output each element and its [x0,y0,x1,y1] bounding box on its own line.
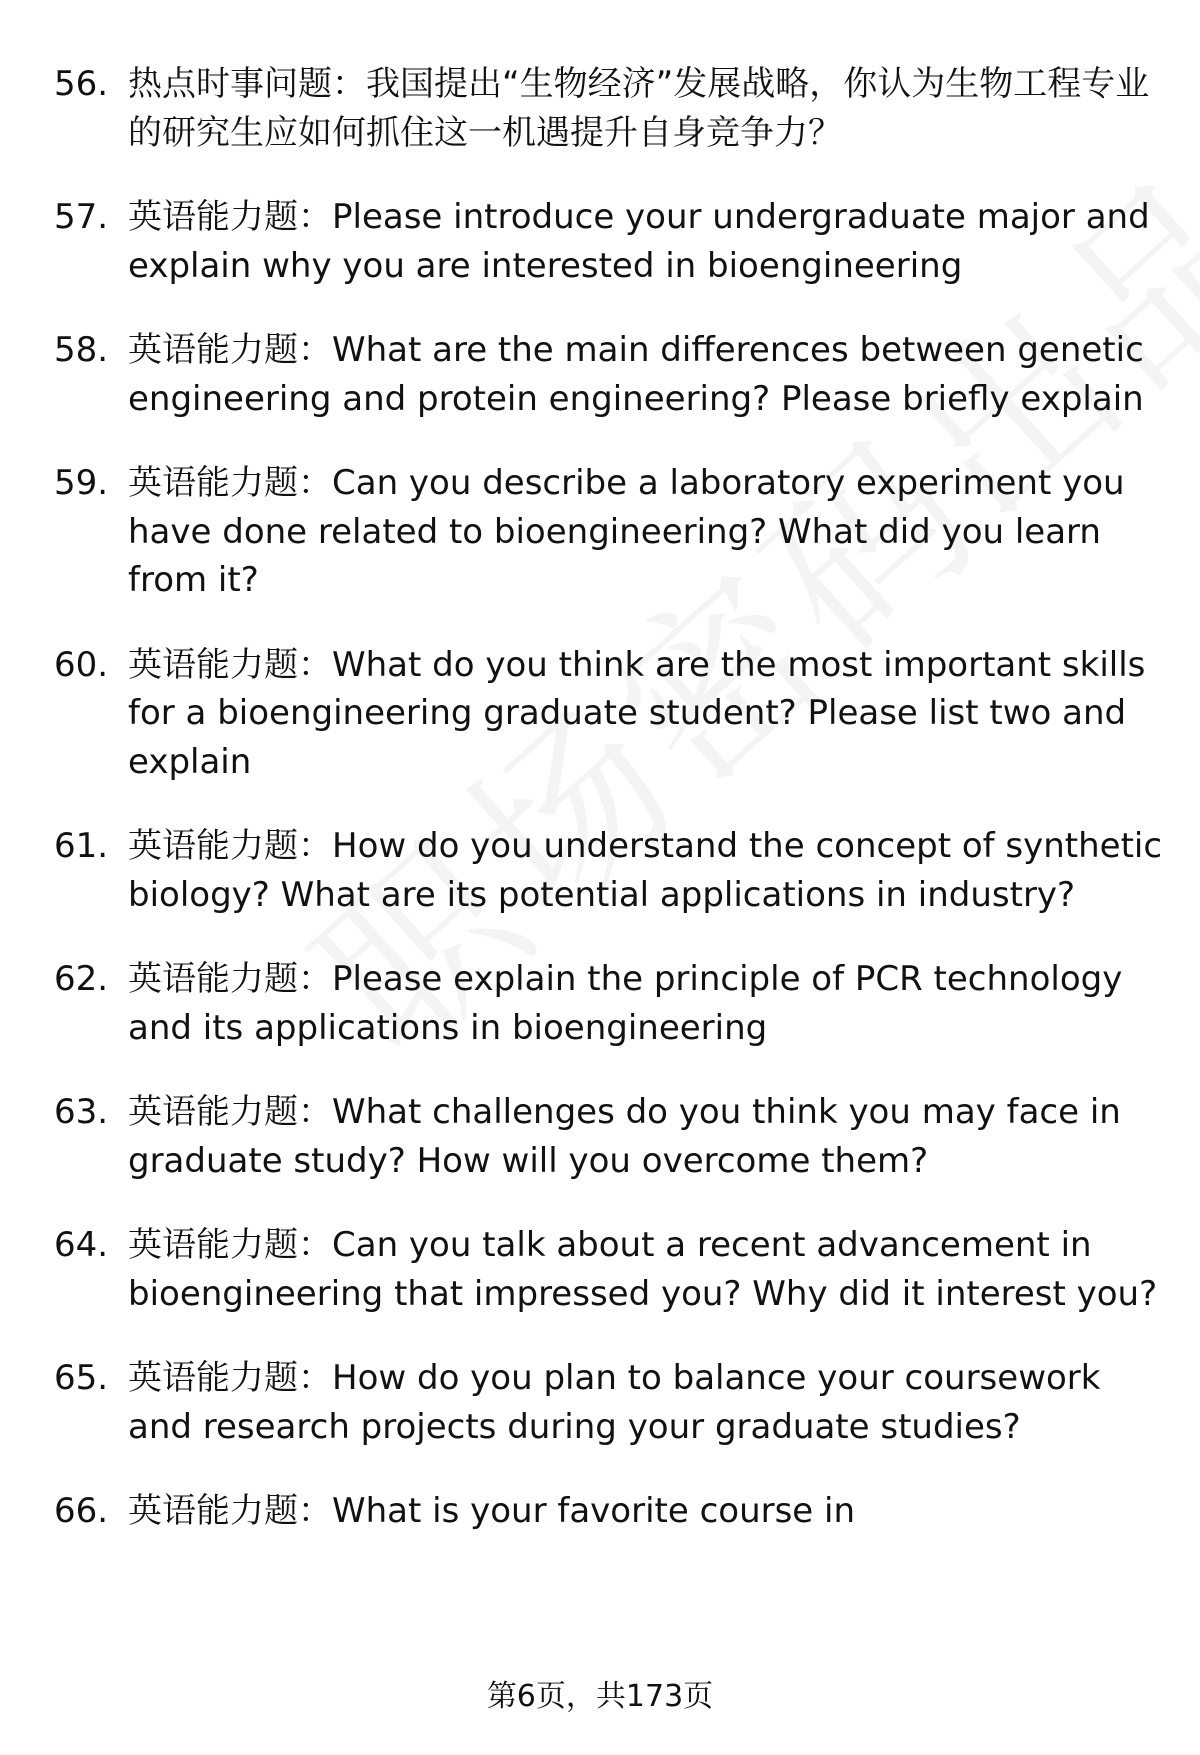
question-number: 64. [54,1225,109,1265]
question-text: 英语能力题：What is your favorite course in [128,1491,856,1531]
question-text: 英语能力题：What do you think are the most important skills for a bioengineering graduate student? Please list two and explain [128,644,1146,782]
question-item [54,955,1164,1052]
question-number: 61. [54,826,109,866]
question-number: 62. [54,959,109,999]
question-text: 英语能力题：How do you plan to balance your coursework and research projects during your graduate studies? [128,1358,1101,1447]
question-text: 英语能力题：What challenges do you think you may face in graduate study? How will you overcome them? [128,1092,1121,1181]
question-item [54,326,1164,423]
question-number: 57. [54,197,109,237]
question-item [54,1088,1164,1185]
question-text: 英语能力题：Please explain the principle of PCR technology and its applications in bioengineering [128,959,1123,1048]
question-item [54,459,1164,605]
question-item [54,641,1164,787]
question-number: 66. [54,1491,109,1531]
question-item [54,1354,1164,1451]
question-text: 英语能力题：Can you describe a laboratory experiment you have done related to bioengineering? What did you learn from it? [128,463,1125,600]
question-item [54,60,1164,157]
question-number: 56. [54,64,109,104]
question-text: 热点时事问题：我国提出“生物经济”发展战略，你认为生物工程专业的研究生应如何抓住这一机遇提升自身竞争力？ [128,64,1150,153]
question-item [54,822,1164,919]
page-footer: 第6页，共173页 [486,1679,714,1714]
question-item [54,193,1164,290]
question-list [54,60,1164,1572]
question-number: 60. [54,644,109,685]
question-text: 英语能力题：Can you talk about a recent advancement in bioengineering that impressed you? Why did it interest you? [128,1225,1158,1314]
question-item [54,1487,1164,1536]
question-text: 英语能力题：Please introduce your undergraduate major and explain why you are interested in bioengineering [128,197,1150,286]
question-number: 65. [54,1358,109,1398]
question-text: 英语能力题：How do you understand the concept of synthetic biology? What are its potential applications in industry? [128,826,1163,915]
question-number: 58. [54,330,109,370]
question-number: 59. [54,463,109,503]
question-number: 63. [54,1092,109,1132]
question-text: 英语能力题：What are the main differences between genetic engineering and protein engineering? Please briefly explain [128,330,1144,419]
question-item [54,1221,1164,1318]
